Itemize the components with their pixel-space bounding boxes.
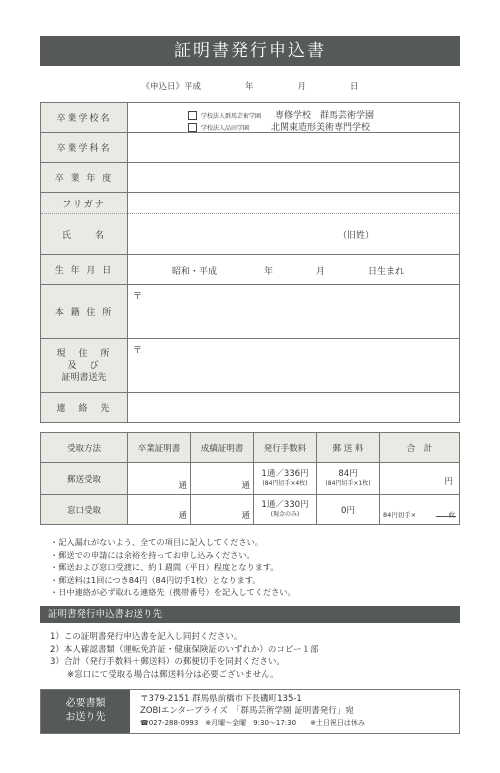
birthdate-field[interactable] [128,255,460,285]
date-day: 日 [350,82,359,92]
total-stamp[interactable]: 84円切手× 枚 [380,495,460,525]
company-line: ZOBIエンタープライズ 「群馬芸術学園 証明書発行」宛 [140,706,354,716]
year-label: 卒 業 年 度 [41,163,128,193]
method-mail: 郵送受取 [41,463,128,495]
domicile-field[interactable] [128,285,460,339]
step-item: ※窓口にて受取る場合は郵送料分は必要ございません。 [50,669,279,680]
postage-mail: 84円 (84円切手×1枚) [317,463,380,495]
department-field[interactable] [128,133,460,163]
date-era: 《申込日》平成 [141,82,201,92]
table-row [41,463,460,495]
school-field [128,103,460,133]
graduation-count-mail[interactable]: 通 [128,463,191,495]
fee-header-fee: 発行手数料 [254,433,317,463]
note-item: ・郵送料は1回につき84円（84円切手1枚）となります。 [50,574,261,585]
address-label: 現 住 所 及 び 証明書送先 [41,339,128,393]
send-box [40,689,460,734]
step-item: 3）合計（発行手数料＋郵送料）の郵便切手を同封ください。 [50,657,285,667]
note-item: ・記入漏れがないよう、全ての項目に記入してください。 [50,537,263,547]
note-item: ・郵送および窓口受渡に、約１週間（平日）程度となります。 [50,562,279,572]
furigana-label: フリガナ [41,193,128,214]
postal-mark-2: 〒 [133,346,143,356]
note-item: ・郵送での申請には余裕を持ってお申し込みください。 [50,549,255,560]
school-option-1[interactable]: 学校法人群馬芸術学園 専修学校 群馬芸術学園 [188,108,374,121]
school-label: 卒業学校名 [41,103,128,133]
year-field[interactable] [128,163,460,193]
graduation-count-window[interactable]: 通 [128,495,191,525]
birthdate-day: 日生まれ [368,267,405,277]
old-name-label: （旧姓） [338,231,375,241]
postage-window: 0円 [317,495,380,525]
page-title: 証明書発行申込書 [40,36,460,66]
postal-mark: 〒 [133,292,143,302]
domicile-label: 本 籍 住 所 [41,285,128,339]
birthdate-year: 年 [264,267,274,277]
fee-header-method: 受取方法 [41,433,128,463]
name-label: 氏 名 [41,214,128,255]
birthdate-era: 昭和・平成 [172,267,218,277]
fee-window: 1通／330円 (現金のみ) [254,495,317,525]
fee-mail: 1通／336円 (84円切手×4枚) [254,463,317,495]
transcript-count-window[interactable]: 通 [191,495,254,525]
contact-label: 連 絡 先 [41,393,128,423]
step-item: 1）この証明書発行申込書を記入し同封ください。 [50,632,243,642]
note-item: ・日中連絡が必ず取れる連絡先（携帯番号）を記入してください。 [50,587,296,597]
steps-list [50,631,319,681]
table-row [41,495,460,525]
contact-field[interactable] [128,393,460,423]
checkbox-school-1[interactable] [188,111,197,120]
application-form [40,102,460,423]
school-option-2[interactable]: 学校法人品田学園 北関東造形美術専門学校 [188,120,370,133]
step-item: 2）本人確認書類（運転免許証・健康保険証のいずれか）のコピー１部 [50,644,319,655]
application-date [0,80,500,92]
notes-list [50,536,296,599]
total-mail[interactable]: 円 [380,463,460,495]
section-title: 証明書発行申込書お送り先 [40,606,460,623]
fee-table [40,432,460,525]
phone-line: ☎027-288-0993 ※月曜～金曜 9:30～17:30 ※土日祝日は休み [140,719,365,727]
send-address [140,693,365,729]
date-month: 月 [297,82,307,92]
name-field[interactable] [128,214,460,255]
fee-header-total: 合 計 [380,433,460,463]
date-year: 年 [244,82,254,92]
furigana-field[interactable] [128,193,460,214]
fee-header-postage: 郵 送 料 [317,433,380,463]
fee-header-graduation: 卒業証明書 [128,433,191,463]
address-line: 〒379-2151 群馬県前橋市下長磯町135-1 [140,694,302,704]
checkbox-school-2[interactable] [188,123,197,132]
method-window: 窓口受取 [41,495,128,525]
fee-header-transcript: 成績証明書 [191,433,254,463]
department-label: 卒業学科名 [41,133,128,163]
transcript-count-mail[interactable]: 通 [191,463,254,495]
send-label: 必要書類 お送り先 [41,690,130,733]
birthdate-label: 生 年 月 日 [41,255,128,285]
address-field[interactable] [128,339,460,393]
birthdate-month: 月 [316,267,326,277]
